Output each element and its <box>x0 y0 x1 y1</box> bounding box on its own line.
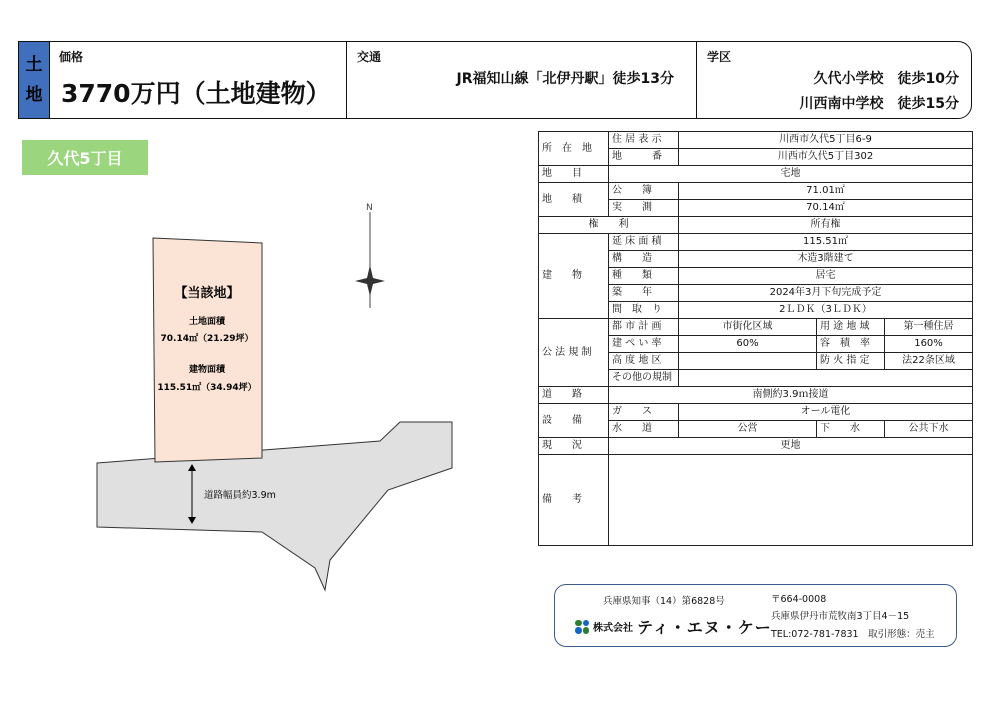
header-box <box>18 41 972 119</box>
far-label: 容 積 率 <box>817 336 885 353</box>
status-value: 更地 <box>609 438 973 455</box>
water-value: 公営 <box>679 421 817 438</box>
fire-value: 法22条区域 <box>885 353 973 370</box>
road-width-label: 道路幅員約3.9m <box>204 490 276 501</box>
land-category-value: 宅地 <box>609 166 973 183</box>
building-label: 建 物 <box>539 234 609 319</box>
building-sub: 延 床 面 積 <box>609 234 679 251</box>
land-area-registered: 71.01㎡ <box>679 183 973 200</box>
building-sub: 築 年 <box>609 285 679 302</box>
company-name: ティ・エヌ・ケー <box>637 618 772 637</box>
city-planning-label: 都 市 計 画 <box>609 319 679 336</box>
school-junior-high: 川西南中学校 徒歩15分 <box>799 96 959 112</box>
road-value: 南側約3.9ｍ接道 <box>609 387 973 404</box>
rights-value: 所有権 <box>679 217 973 234</box>
transit-label: 交通 <box>357 50 382 64</box>
building-area-label: 建物面積 <box>188 365 226 375</box>
property-info-table <box>538 131 973 546</box>
road-label: 道 路 <box>539 387 609 404</box>
table-row <box>539 166 973 183</box>
property-type-badge <box>19 42 50 118</box>
license-number: 兵庫県知事（14）第6828号 <box>603 596 725 607</box>
location-sub-lot: 地 番 <box>609 149 679 166</box>
land-area-registered-label: 公 簿 <box>609 183 679 200</box>
building-sub: 種 類 <box>609 268 679 285</box>
facilities-label: 設 備 <box>539 404 609 438</box>
use-zone-label: 用 途 地 域 <box>817 319 885 336</box>
site-map <box>0 190 530 610</box>
gas-value: オール電化 <box>679 404 973 421</box>
transit-value: JR福知山線「北伊丹駅」徒歩13分 <box>456 71 674 87</box>
north-compass-icon <box>355 212 385 308</box>
company-logo-icon <box>575 620 589 634</box>
gas-label: ガ ス <box>609 404 679 421</box>
land-area-measured: 70.14㎡ <box>679 200 973 217</box>
table-row <box>539 183 973 200</box>
building-value: 2024年3月下旬完成予定 <box>679 285 973 302</box>
badge-char-bottom: 地 <box>25 85 43 105</box>
location-sub-address: 住 居 表 示 <box>609 132 679 149</box>
badge-char-top: 土 <box>25 55 43 75</box>
building-value: 2ＬＤＫ（3ＬＤＫ） <box>679 302 973 319</box>
price-value: 3770万円（土地建物） <box>61 79 331 108</box>
building-value: 115.51㎡ <box>679 234 973 251</box>
table-row <box>539 234 973 251</box>
coverage-value: 60% <box>679 336 817 353</box>
plot-shape <box>153 238 262 462</box>
height-district-value <box>679 353 817 370</box>
building-sub: 構 造 <box>609 251 679 268</box>
school-label: 学区 <box>707 50 732 64</box>
far-value: 160% <box>885 336 973 353</box>
location-address: 川西市久代5丁目6-9 <box>679 132 973 149</box>
land-area-table-label: 地 積 <box>539 183 609 217</box>
legal-label: 公 法 規 制 <box>539 319 609 387</box>
transit-section <box>347 42 697 118</box>
company-tel: TEL:072-781-7831 取引形態：売主 <box>771 629 935 640</box>
coverage-label: 建 ぺ い 率 <box>609 336 679 353</box>
land-category-label: 地 目 <box>539 166 609 183</box>
remarks-label: 備 考 <box>539 455 609 546</box>
price-label: 価格 <box>59 50 84 64</box>
table-row <box>539 387 973 404</box>
location-lot: 川西市久代5丁目302 <box>679 149 973 166</box>
sewer-value: 公共下水 <box>885 421 973 438</box>
land-area-measured-label: 実 測 <box>609 200 679 217</box>
remarks-value <box>609 455 973 546</box>
table-row <box>539 217 973 234</box>
use-zone-value: 第一種住居 <box>885 319 973 336</box>
table-row <box>539 132 973 149</box>
land-area-value: 70.14㎡（21.29坪） <box>160 334 254 344</box>
other-regulation-label: その他の規制 <box>609 370 679 387</box>
building-value: 木造3階建て <box>679 251 973 268</box>
rights-label: 権 利 <box>539 217 679 234</box>
status-label: 現 況 <box>539 438 609 455</box>
road-shape <box>97 422 452 590</box>
city-planning-value: 市街化区域 <box>679 319 817 336</box>
land-area-label: 土地面積 <box>188 317 226 327</box>
building-sub: 間 取 り <box>609 302 679 319</box>
company-logo <box>575 615 772 638</box>
water-label: 水 道 <box>609 421 679 438</box>
fire-label: 防 火 指 定 <box>817 353 885 370</box>
company-prefix: 株式会社 <box>593 623 633 634</box>
school-elementary: 久代小学校 徒歩10分 <box>813 71 959 87</box>
height-district-label: 高 度 地 区 <box>609 353 679 370</box>
location-label: 所 在 地 <box>539 132 609 166</box>
building-value: 居宅 <box>679 268 973 285</box>
other-regulation-value <box>679 370 973 387</box>
table-row <box>539 404 973 421</box>
price-section <box>49 42 347 118</box>
company-address: 兵庫県伊丹市荒牧南3丁目4－15 <box>771 611 910 622</box>
plot-title: 【当該地】 <box>174 286 240 301</box>
building-area-value: 115.51㎡（34.94坪） <box>157 383 257 393</box>
area-tag: 久代5丁目 <box>22 140 148 175</box>
sewer-label: 下 水 <box>817 421 885 438</box>
north-label: N <box>366 203 373 213</box>
table-row <box>539 319 973 336</box>
table-row <box>539 455 973 546</box>
company-box <box>554 584 957 647</box>
school-section <box>697 42 971 118</box>
company-postal: 〒664-0008 <box>771 594 827 605</box>
table-row <box>539 438 973 455</box>
